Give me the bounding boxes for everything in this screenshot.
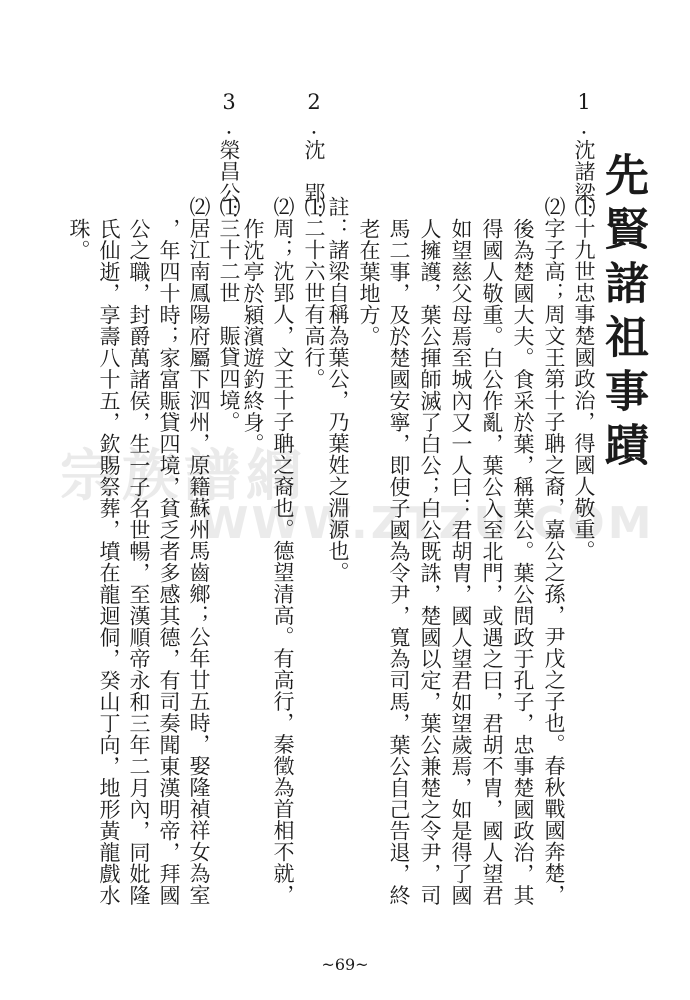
note-column: 註：諸梁自稱為葉公，乃葉姓之淵源也。 <box>326 196 350 583</box>
text-column: ⑵周；沈郢人，文王十子聃之裔也。德望清高。有高行，秦徵為首相不就， <box>271 196 295 906</box>
text-column: ⑵居江南鳳陽府屬下泗州，原籍蘇州馬齒鄉；公年廿五時，娶隆禎祥女為室 <box>187 196 211 906</box>
watermark-text: 宗族譜網 <box>60 444 308 509</box>
watermark-url: WWW.ZTZU.COM <box>200 498 655 549</box>
section-heading-2: 2.沈 郢： <box>302 90 326 225</box>
text-column: ⑴三十二世 賑貸四境。 <box>217 196 241 433</box>
text-column: 人擁護，葉公揮師滅了白公；白公既誅，楚國以定，葉公兼楚之令尹，司 <box>418 218 442 906</box>
text-column: 馬二事，及於楚國安寧，即使子國為令尹，寬為司馬，葉公自己告退，終 <box>387 218 411 906</box>
text-column: 氏仙逝，享壽八十五，欽賜祭葬，墳在龍迴侗，癸山丁向，地形黃龍戲水 <box>97 218 121 906</box>
text-column: 作沈亭於潁濱遊釣終身。 <box>241 218 265 455</box>
text-column: ，年四十時；家富賑貸四境，貧乏者多感其德，有司奏聞東漢明帝，拜國 <box>157 218 181 906</box>
text-column: 公之職，封爵萬諸侯，生一子名世暢，至漢順帝永和三年二月內，同妣隆 <box>127 218 151 906</box>
text-column: ⑴十九世忠事楚國政治，得國人敬重。 <box>572 196 596 562</box>
page-number: ~69~ <box>321 955 369 974</box>
text-column: 得國人敬重。白公作亂，葉公入至北門，或遇之曰，君胡不胄，國人望君 <box>480 218 504 906</box>
page-title: 先賢諸祖事蹟 <box>597 152 648 476</box>
text-column: 珠。 <box>67 218 91 261</box>
text-column: ⑵字子高；周文王第十子聃之裔，嘉公之孫，尹戊之子也。春秋戰國奔楚， <box>542 196 566 906</box>
text-column: ⑴二十六世有高行。 <box>302 196 326 390</box>
text-column: 後為楚國大夫。食采於葉，稱葉公。葉公問政于孔子，忠事楚國政治，其 <box>511 218 535 906</box>
section-heading-3: 3.榮昌公： <box>217 90 241 225</box>
section-heading-1: 1.沈諸梁： <box>572 90 596 225</box>
text-column: 如望慈父母焉至城內又一人曰：君胡胄，國人望君如望歲焉，如是得了國 <box>449 218 473 906</box>
text-column: 老在葉地方。 <box>357 218 381 347</box>
